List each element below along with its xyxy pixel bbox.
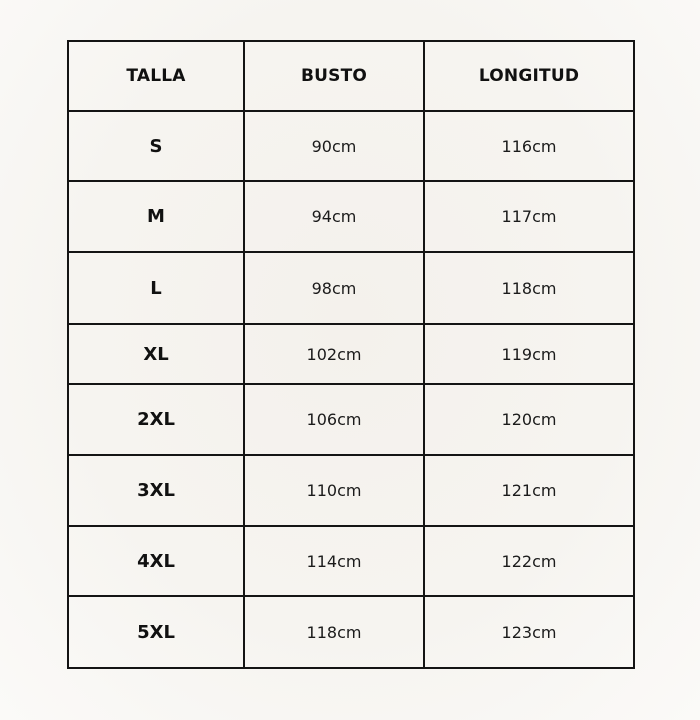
table-header-row — [68, 41, 634, 111]
table-row — [68, 324, 634, 384]
header-length: LONGITUD — [424, 41, 634, 111]
bust-cell: 94cm — [244, 181, 424, 252]
size-cell: 3XL — [68, 455, 244, 526]
length-cell: 116cm — [424, 111, 634, 181]
bust-cell: 90cm — [244, 111, 424, 181]
bust-cell: 102cm — [244, 324, 424, 384]
size-cell: 4XL — [68, 526, 244, 596]
size-cell: M — [68, 181, 244, 252]
header-bust: BUSTO — [244, 41, 424, 111]
size-chart-table — [67, 40, 635, 669]
size-cell: L — [68, 252, 244, 324]
size-cell: 5XL — [68, 596, 244, 668]
table-row — [68, 526, 634, 596]
length-cell: 117cm — [424, 181, 634, 252]
length-cell: 121cm — [424, 455, 634, 526]
length-cell: 118cm — [424, 252, 634, 324]
bust-cell: 106cm — [244, 384, 424, 455]
table-row — [68, 596, 634, 668]
bust-cell: 98cm — [244, 252, 424, 324]
length-cell: 123cm — [424, 596, 634, 668]
bust-cell: 110cm — [244, 455, 424, 526]
header-size: TALLA — [68, 41, 244, 111]
bust-cell: 114cm — [244, 526, 424, 596]
table-row — [68, 252, 634, 324]
length-cell: 119cm — [424, 324, 634, 384]
table-row — [68, 455, 634, 526]
size-cell: XL — [68, 324, 244, 384]
size-cell: S — [68, 111, 244, 181]
bust-cell: 118cm — [244, 596, 424, 668]
size-cell: 2XL — [68, 384, 244, 455]
table-row — [68, 181, 634, 252]
length-cell: 120cm — [424, 384, 634, 455]
length-cell: 122cm — [424, 526, 634, 596]
table-row — [68, 384, 634, 455]
table-row — [68, 111, 634, 181]
